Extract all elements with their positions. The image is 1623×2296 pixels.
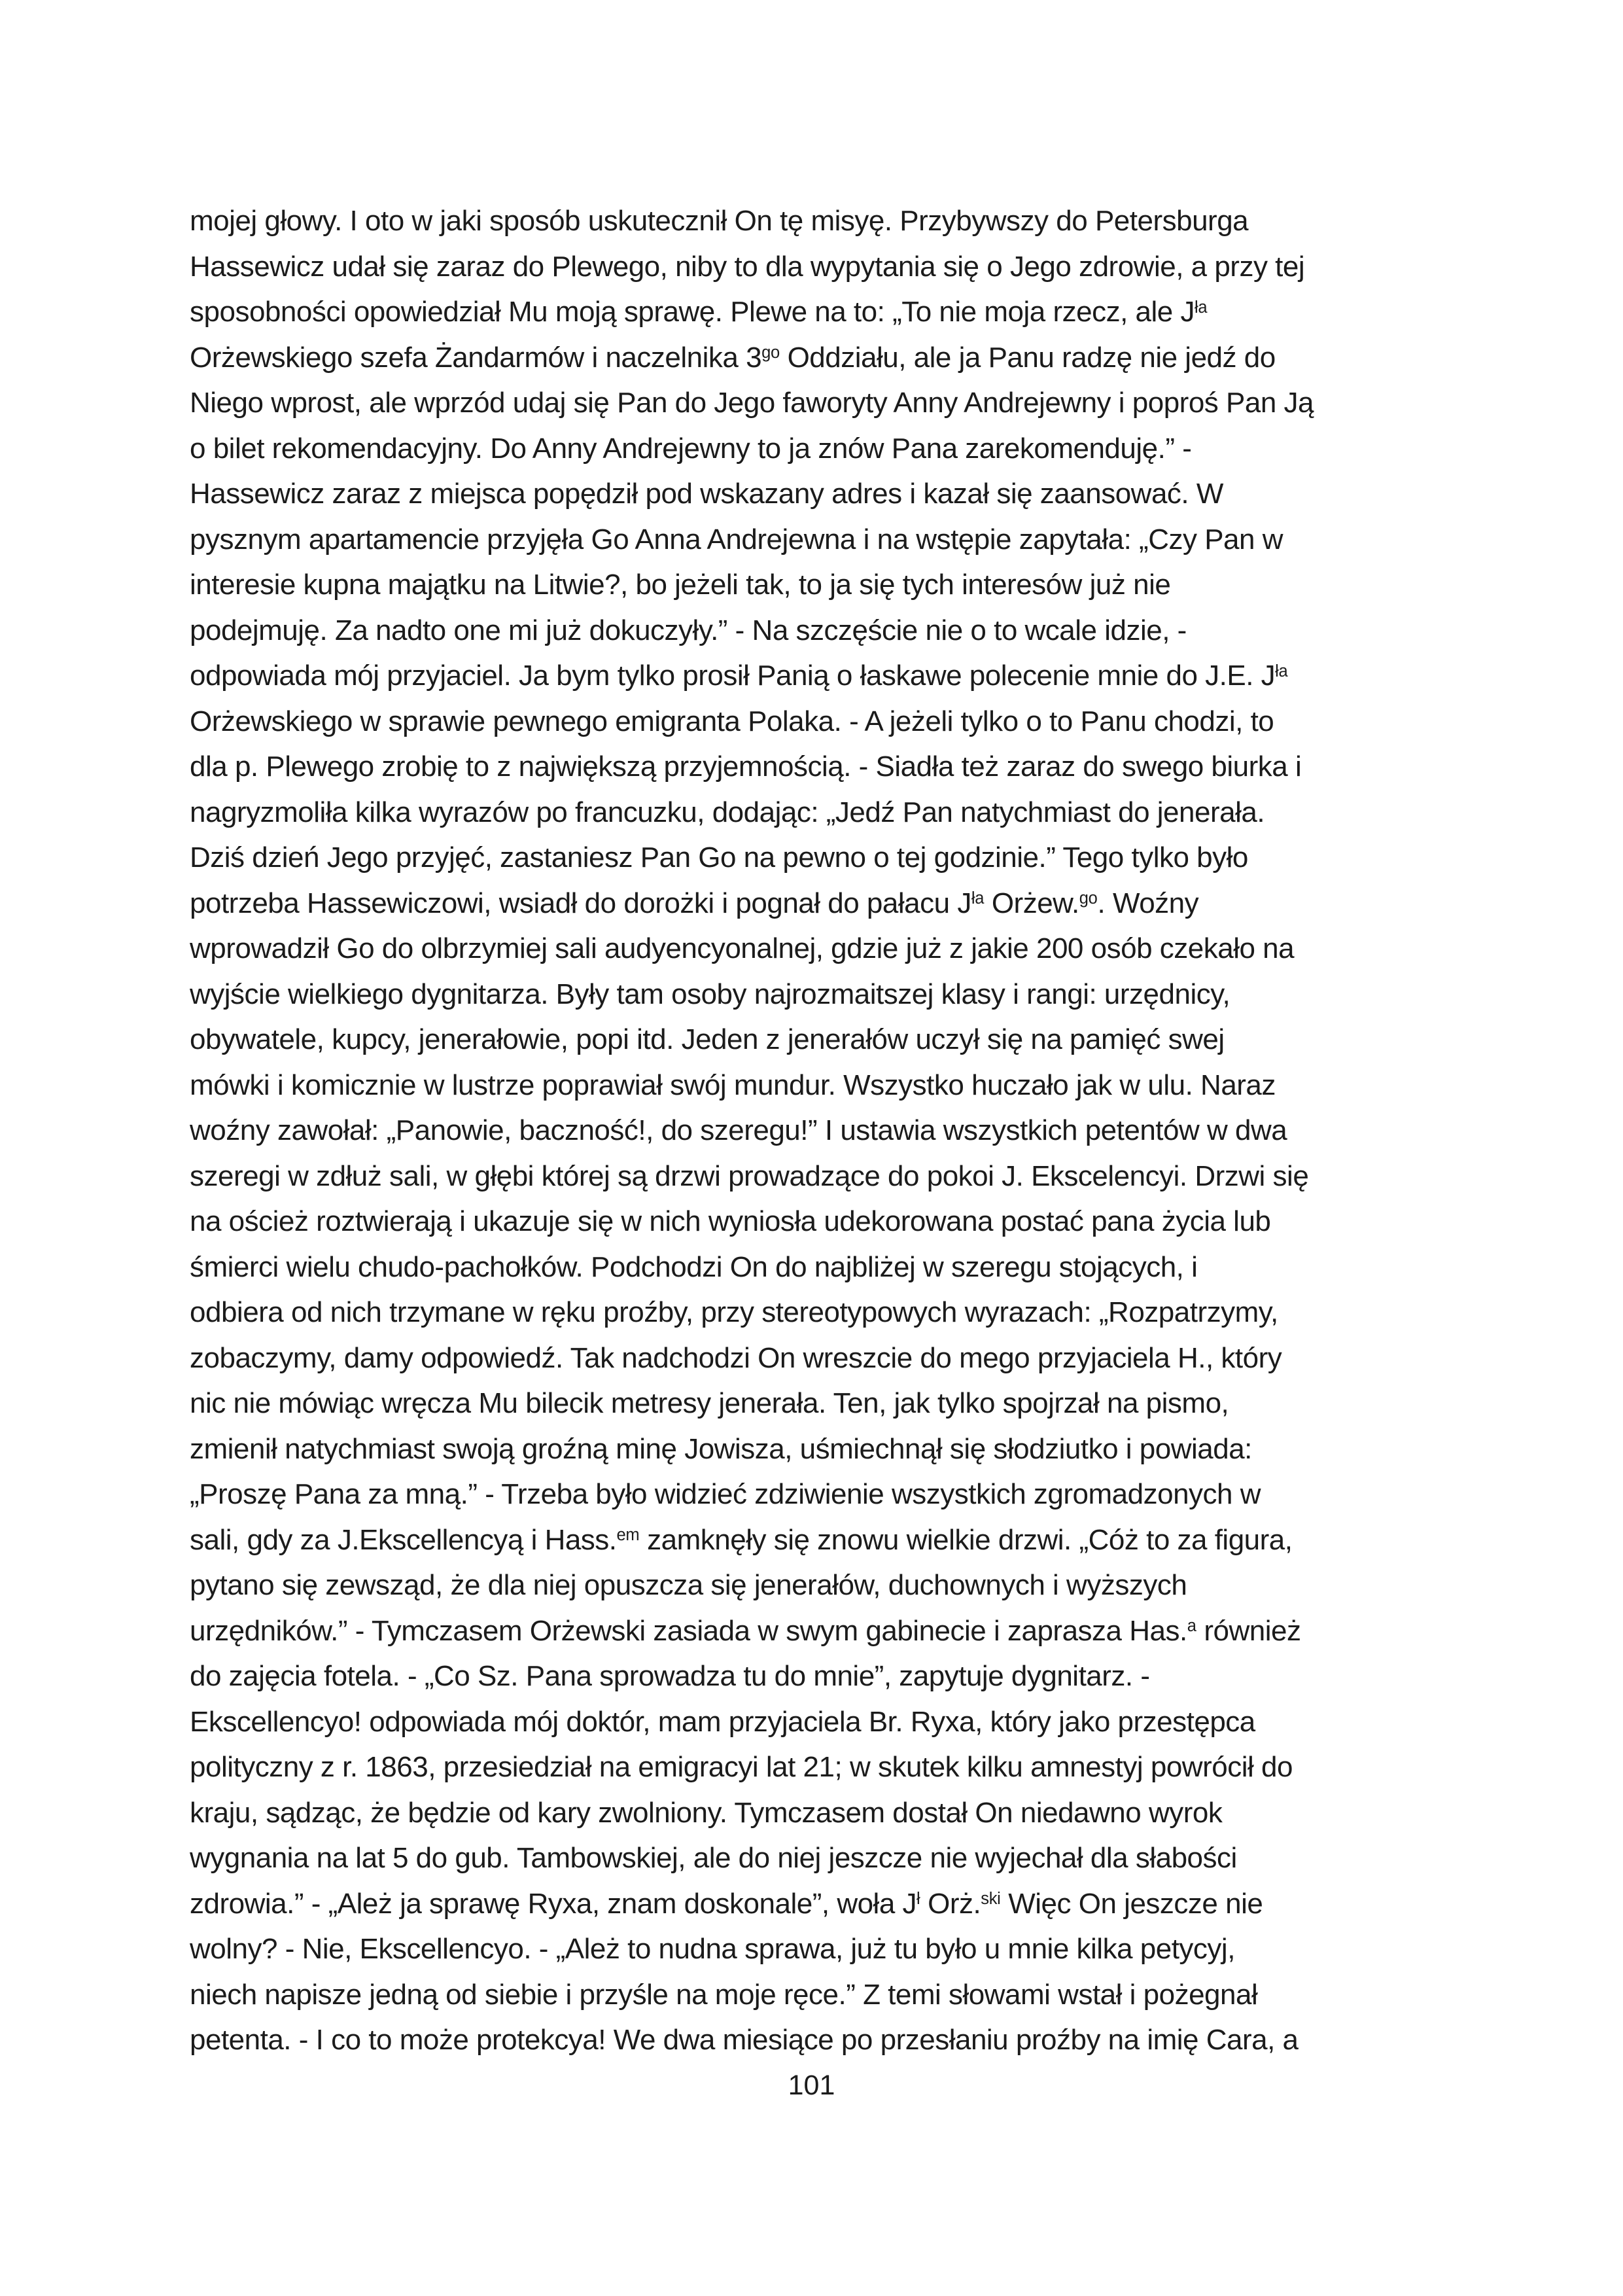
text-line: zobaczymy, damy odpowiedź. Tak nadchodzi On wreszcie do mego przyjaciela H., który (190, 1341, 1282, 1374)
text-line: Ekscellencyo! odpowiada mój doktór, mam przyjaciela Br. Ryxa, który jako przestępca (190, 1705, 1255, 1738)
text-line: zdrowia.” - „Ależ ja sprawę Ryxa, znam doskonale”, woła $J^ł$ Orż.$^{ski}$ Więc On jeszcze nie (190, 1887, 1263, 1920)
text-line: wolny? - Nie, Ekscellencyo. - „Ależ to nudna sprawa, już tu było u mnie kilka petycyj, (190, 1933, 1235, 1965)
text-line: odpowiada mój przyjaciel. Ja bym tylko prosił Panią o łaskawe polecenie mnie do J.E. $J^{ła}$ (190, 660, 1288, 692)
text-line: nagryzmoliła kilka wyrazów po francuzku, dodając: „Jedź Pan natychmiast do jenerała. (190, 796, 1265, 828)
text-line: śmierci wielu chudo-pachołków. Podchodzi On do najbliżej w szeregu stojących, i (190, 1250, 1198, 1283)
text-line: niech napisze jedną od siebie i przyśle na moje ręce.” Z temi słowami wstał i pożegnał (190, 1978, 1258, 2011)
text-line: polityczny z r. 1863, przesiedział na emigracyi lat 21; w skutek kilku amnestyj powrócił do (190, 1751, 1293, 1783)
text-line: mojej głowy. I oto w jaki sposób uskutecznił On tę misyę. Przybywszy do Petersburga (190, 205, 1249, 237)
text-line: Hassewicz udał się zaraz do Plewego, niby to dla wypytania się o Jego zdrowie, a przy tej (190, 250, 1305, 283)
text-line: do zajęcia fotela. - „Co Sz. Pana sprowadza tu do mnie”, zapytuje dygnitarz. - (190, 1660, 1150, 1692)
text-line: Orżewskiego szefa Żandarmów i naczelnika $3^{go}$ Oddziału, ale ja Panu radzę nie jedź do (190, 341, 1276, 374)
text-line: potrzeba Hassewiczowi, wsiadł do dorożki i pognał do pałacu $J^{ła}$ Orżew.$^{go}$. Woźny (190, 887, 1199, 919)
text-line: petenta. - I co to może protekcya! We dwa miesiące po przesłaniu proźby na imię Cara, a (190, 2024, 1299, 2056)
text-line: obywatele, kupcy, jenerałowie, popi itd. Jeden z jenerałów uczył się na pamięć swej (190, 1023, 1225, 1055)
body-text (190, 198, 1439, 2063)
page-number: 101 (788, 2070, 835, 2101)
text-line: wprowadził Go do olbrzymiej sali audyencyonalnej, gdzie już z jakie 200 osób czekało na (190, 932, 1295, 964)
text-line: wygnania na lat 5 do gub. Tambowskiej, ale do niej jeszcze nie wyjechał dla słabości (190, 1842, 1237, 1874)
text-line: „Proszę Pana za mną.” - Trzeba było widzieć zdziwienie wszystkich zgromadzonych w (190, 1478, 1261, 1510)
text-line: pysznym apartamencie przyjęła Go Anna Andrejewna i na wstępie zapytała: „Czy Pan w (190, 523, 1283, 556)
text-line: mówki i komicznie w lustrze poprawiał swój mundur. Wszystko huczało jak w ulu. Naraz (190, 1069, 1276, 1101)
text-line: podejmuję. Za nadto one mi już dokuczyły.” - Na szczęście nie o to wcale idzie, - (190, 614, 1187, 646)
text-line: kraju, sądząc, że będzie od kary zwolniony. Tymczasem dostał On niedawno wyrok (190, 1796, 1223, 1829)
text-line: sposobności opowiedział Mu moją sprawę. Plewe na to: „To nie moja rzecz, ale $J^{ła}$ (190, 296, 1208, 328)
text-line: pytano się zewsząd, że dla niej opuszcza się jenerałów, duchownych i wyższych (190, 1569, 1187, 1601)
text-line: nic nie mówiąc wręcza Mu bilecik metresy jenerała. Ten, jak tylko spojrzał na pismo, (190, 1387, 1229, 1419)
text-line: interesie kupna majątku na Litwie?, bo jeżeli tak, to ja się tych interesów już nie (190, 569, 1171, 601)
text-line: o bilet rekomendacyjny. Do Anny Andrejewny to ja znów Pana zarekomenduję.” - (190, 432, 1192, 465)
text-line: wyjście wielkiego dygnitarza. Były tam osoby najrozmaitszej klasy i rangi: urzędnicy, (190, 978, 1230, 1010)
text-line: dla p. Plewego zrobię to z największą przyjemnością. - Siadła też zaraz do swego biurka i (190, 751, 1302, 783)
text-line: urzędników.” - Tymczasem Orżewski zasiada w swym gabinecie i zaprasza Has.$^a$ również (190, 1614, 1301, 1647)
text-line: na oścież roztwierają i ukazuje się w nich wyniosła udekorowana postać pana życia lub (190, 1205, 1271, 1237)
text-line: Niego wprost, ale wprzód udaj się Pan do Jego faworyty Anny Andrejewny i poproś Pan Ją (190, 387, 1314, 419)
text-line: Hassewicz zaraz z miejsca popędził pod wskazany adres i kazał się zaansować. W (190, 478, 1223, 510)
text-line: sali, gdy za J.Ekscellencyą i Hass.$^{em}$ zamknęły się znowu wielkie drzwi. „Cóż to za figura, (190, 1523, 1293, 1556)
text-line: woźny zawołał: „Panowie, baczność!, do szeregu!” I ustawia wszystkich petentów w dwa (190, 1114, 1287, 1146)
text-line: odbiera od nich trzymane w ręku proźby, przy stereotypowych wyrazach: „Rozpatrzymy, (190, 1296, 1278, 1328)
text-line: zmienił natychmiast swoją groźną minę Jowisza, uśmiechnął się słodziutko i powiada: (190, 1432, 1252, 1465)
text-line: szeregi w zdłuż sali, w głębi której są drzwi prowadzące do pokoi J. Ekscelencyi. Drzwi się (190, 1159, 1309, 1192)
text-line: Orżewskiego w sprawie pewnego emigranta Polaka. - A jeżeli tylko o to Panu chodzi, to (190, 705, 1274, 737)
text-line: Dziś dzień Jego przyjęć, zastaniesz Pan Go na pewno o tej godzinie.” Tego tylko było (190, 841, 1248, 874)
